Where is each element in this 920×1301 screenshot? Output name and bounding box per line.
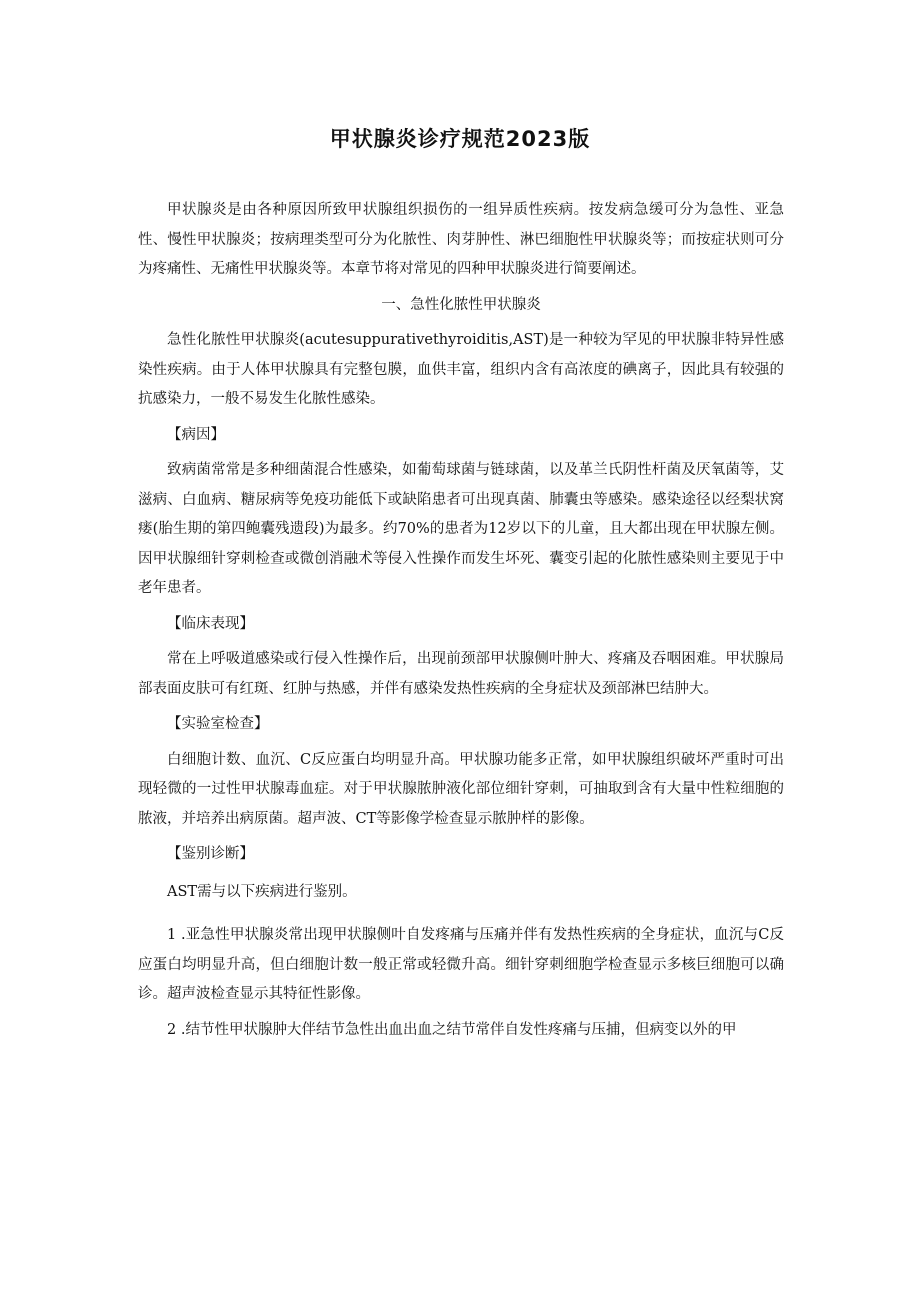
intro-paragraph: 甲状腺炎是由各种原因所致甲状腺组织损伤的一组异质性疾病。按发病急缓可分为急性、亚急性、慢性甲状腺炎；按病理类型可分为化脓性、肉芽肿性、淋巴细胞性甲状腺炎等；而按症状则可分为疼痛性、无痛性甲状腺炎等。本章节将对常见的四种甲状腺炎进行简要阐述。 bbox=[138, 202, 784, 277]
diff-heading: 【鉴别诊断】 bbox=[167, 846, 254, 862]
clinical-paragraph: 常在上呼吸道感染或行侵入性操作后，出现前颈部甲状腺侧叶肿大、疼痛及吞咽困难。甲状腺局部表面皮肤可有红斑、红肿与热感，并伴有感染发热性疾病的全身症状及颈部淋巴结肿大。 bbox=[138, 651, 784, 697]
etiology-paragraph: 致病菌常常是多种细菌混合性感染，如葡萄球菌与链球菌，以及革兰氏阴性杆菌及厌氧菌等，艾滋病、白血病、糖尿病等免疫功能低下或缺陷患者可出现真菌、肺囊虫等感染。感染途径以经梨状窝瘘(胎生期的第四鲍囊残遗段)为最多。约70%的患者为12岁以下的儿童，且大都出现在甲状腺左侧。因甲状腺细针穿刺检查或微创消融术等侵入性操作而发生坏死、囊变引起的化脓性感染则主要见于中老年患者。 bbox=[138, 462, 784, 596]
clinical-heading: 【临床表现】 bbox=[167, 615, 254, 632]
document-body bbox=[138, 196, 784, 1045]
section-heading: 一、急性化脓性甲状腺炎 bbox=[381, 296, 541, 313]
lab-paragraph: 白细胞计数、血沉、C反应蛋白均明显升高。甲状腺功能多正常，如甲状腺组织破坏严重时可出现轻微的一过性甲状腺毒血症。对于甲状腺脓肿液化部位细针穿刺，可抽取到含有大量中性粒细胞的脓液，并培养出病原菌。超声波、CT等影像学检查显示脓肿样的影像。 bbox=[138, 751, 784, 827]
diff-item: 2 .结节性甲状腺肿大伴结节急性出血出血之结节常伴自发性疼痛与压捕，但病变以外的甲 bbox=[167, 1021, 737, 1038]
lab-heading: 【实验室检查】 bbox=[167, 716, 269, 732]
diff-item: 1 .亚急性甲状腺炎常出现甲状腺侧叶自发疼痛与压痛并伴有发热性疾病的全身症状，血沉与C反应蛋白均明显升高，但白细胞计数一般正常或轻微升高。细针穿刺细胞学检查显示多核巨细胞可以确诊。超声波检查显示其特征性影像。 bbox=[138, 927, 784, 1002]
document-title: 甲状腺炎诊疗规范2023版 bbox=[329, 127, 591, 151]
etiology-heading: 【病因】 bbox=[167, 426, 225, 443]
definition-paragraph: 急性化脓性甲状腺炎(acutesuppurativethyroiditis,AST)是一种较为罕见的甲状腺非特异性感染性疾病。由于人体甲状腺具有完整包膜，血供丰富，组织内含有高浓度的碘离子，因此具有较强的抗感染力，一般不易发生化脓性感染。 bbox=[138, 332, 784, 407]
diff-intro: AST需与以下疾病进行鉴别。 bbox=[167, 883, 357, 900]
